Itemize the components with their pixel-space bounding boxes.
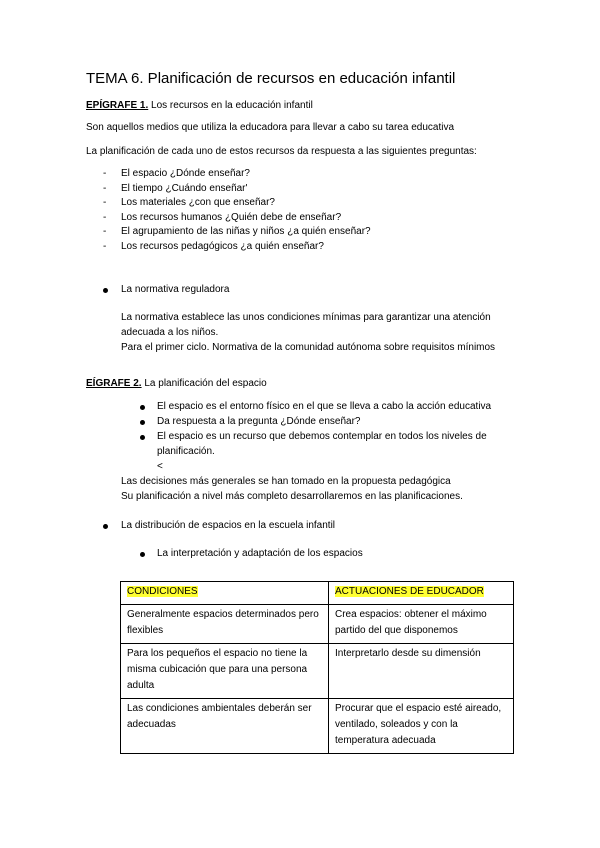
table-row [121, 605, 514, 644]
list-item: El espacio es un recurso que debemos contemplar en todos los niveles de [157, 431, 487, 442]
header-condiciones: CONDICIONES [127, 586, 198, 597]
dash-bullet: - [103, 183, 107, 194]
list-item: El espacio ¿Dónde enseñar? [121, 168, 250, 179]
normativa-bullet: La normativa reguladora [121, 284, 230, 295]
list-item: Los materiales ¿con que enseñar? [121, 197, 275, 208]
table-cell: Crea espacios: obtener el máximo partido del que disponemos [329, 605, 514, 644]
stray-char: < [157, 461, 163, 472]
list-item: El tiempo ¿Cuándo enseñar' [121, 183, 248, 194]
bullet-dot [140, 435, 145, 440]
bullet-dot [140, 552, 145, 557]
decisiones-line: Las decisiones más generales se han tomado en la propuesta pedagógica [121, 476, 451, 487]
table-row [121, 644, 514, 699]
table-header-cell [329, 582, 514, 605]
table-cell: Para los pequeños el espacio no tiene la misma cubicación que para una persona adulta [121, 644, 329, 699]
epigrafe1-intro: Son aquellos medios que utiliza la educadora para llevar a cabo su tarea educativa [86, 122, 455, 133]
table-cell: Las condiciones ambientales deberán ser adecuadas [121, 699, 329, 754]
header-actuaciones: ACTUACIONES DE EDUCADOR [335, 586, 484, 597]
epigrafe1-heading [86, 100, 313, 113]
bullet-dot [103, 288, 108, 293]
list-item: Los recursos humanos ¿Quién debe de enseñar? [121, 212, 342, 223]
epigrafe2-heading [86, 378, 267, 391]
epigrafe1-label: EPÍGRAFE 1. [86, 100, 149, 111]
epigrafe1-heading-text: Los recursos en la educación infantil [148, 100, 313, 111]
list-item: El agrupamiento de las niñas y niños ¿a quién enseñar? [121, 226, 371, 237]
dash-bullet: - [103, 197, 107, 208]
distribucion-bullet: La distribución de espacios en la escuela infantil [121, 520, 336, 531]
bullet-dot [103, 524, 108, 529]
table-cell: Procurar que el espacio esté aireado, ventilado, soleados y con la temperatura adecuada [329, 699, 514, 754]
list-item: El espacio es el entorno físico en el que se lleva a cabo la acción educativa [157, 401, 492, 412]
page-title: TEMA 6. Planificación de recursos en educación infantil [86, 70, 456, 87]
normativa-line: Para el primer ciclo. Normativa de la comunidad autónoma sobre requisitos mínimos [121, 342, 496, 353]
interpretacion-bullet: La interpretación y adaptación de los espacios [157, 548, 363, 559]
bullet-dot [140, 405, 145, 410]
conditions-table [120, 581, 514, 754]
table-cell: Generalmente espacios determinados pero flexibles [121, 605, 329, 644]
dash-bullet: - [103, 212, 107, 223]
table-header-cell [121, 582, 329, 605]
epigrafe1-planificacion: La planificación de cada uno de estos recursos da respuesta a las siguientes preguntas: [86, 146, 477, 157]
list-item: Da respuesta a la pregunta ¿Dónde enseñar? [157, 416, 361, 427]
normativa-line: adecuada a los niños. [121, 327, 219, 338]
list-item-continuation: planificación. [157, 446, 215, 457]
table-header-row [121, 582, 514, 605]
dash-bullet: - [103, 226, 107, 237]
epigrafe2-heading-text: La planificación del espacio [141, 378, 267, 389]
normativa-line: La normativa establece las unos condiciones mínimas para garantizar una atención [121, 312, 491, 323]
bullet-dot [140, 420, 145, 425]
decisiones-line: Su planificación a nivel más completo desarrollaremos en las planificaciones. [121, 491, 463, 502]
list-item: Los recursos pedagógicos ¿a quién enseñar? [121, 241, 324, 252]
dash-bullet: - [103, 241, 107, 252]
dash-bullet: - [103, 168, 107, 179]
table-cell: Interpretarlo desde su dimensión [329, 644, 514, 699]
epigrafe2-label: EÍGRAFE 2. [86, 378, 142, 389]
table-row [121, 699, 514, 754]
